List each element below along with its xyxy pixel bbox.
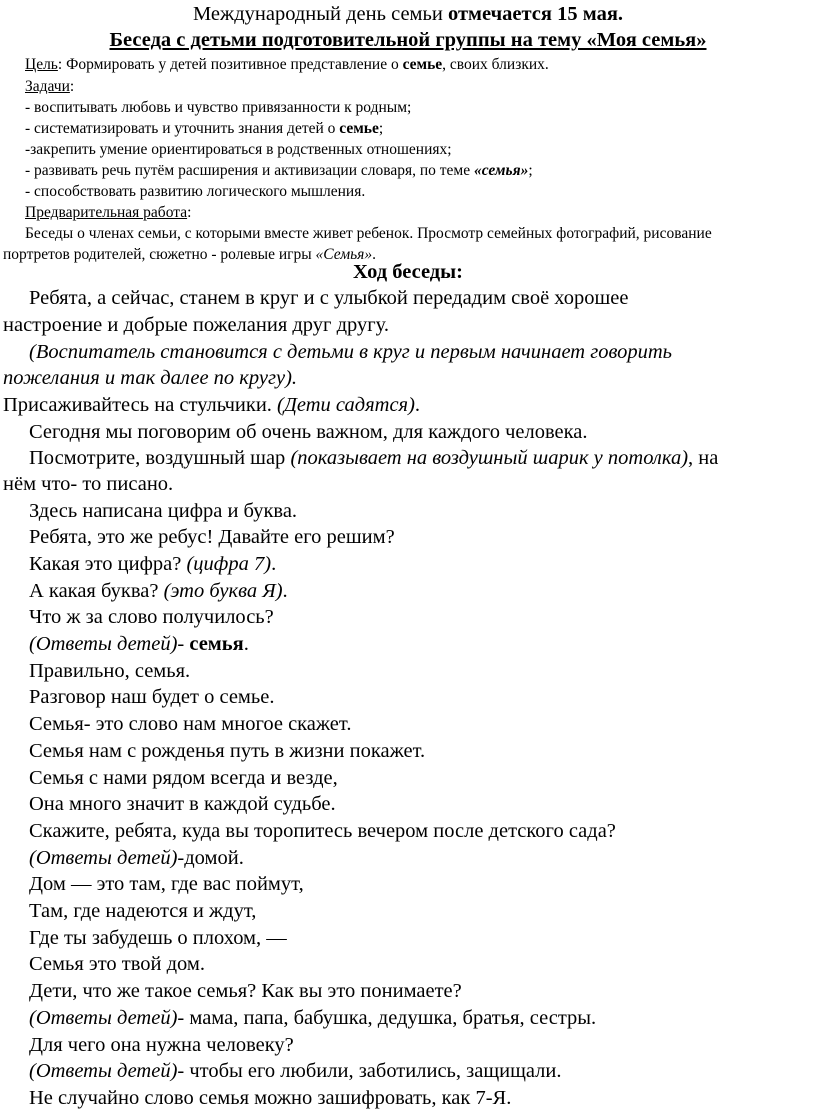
prelim-label: Предварительная работа	[25, 204, 188, 221]
page-title	[0, 28, 816, 52]
page-title-text: Беседа с детьми подготовительной группы на тему «Моя семья»	[109, 29, 707, 51]
body-p18: Скажите, ребята, куда вы торопитесь вечером после детского сада?	[29, 820, 616, 842]
body-p27-text: - чтобы его любили, заботились, защищали.	[177, 1060, 562, 1082]
body-p2-l2	[3, 366, 297, 390]
task-4-text: - развивать речь путём расширения и активизации словаря, по теме	[25, 162, 474, 179]
body-p26: Для чего она нужна человеку?	[29, 1034, 294, 1056]
section-title	[0, 260, 816, 284]
body-p16: Семья с нами рядом всегда и везде,	[29, 767, 338, 789]
body-p3-italic: (Дети садятся)	[277, 394, 415, 416]
body-p14: Семья- это слово нам многое скажет.	[29, 713, 352, 735]
body-p21: Там, где надеются и ждут,	[29, 900, 257, 922]
body-p8	[29, 552, 276, 576]
task-item-3: -закрепить умение ориентироваться в родственных отношениях;	[25, 141, 452, 158]
body-p5-l2: нём что- то писано.	[3, 473, 174, 495]
task-item-1: - воспитывать любовь и чувство привязанности к родным;	[25, 99, 412, 116]
body-p28: Не случайно слово семья можно зашифровать, как 7-Я.	[29, 1087, 512, 1109]
body-p7: Ребята, это же ребус! Давайте его решим?	[29, 526, 395, 548]
body-p11	[29, 632, 249, 656]
prelim-line-2-text: портретов родителей, сюжетно - ролевые игры	[3, 246, 316, 263]
body-p1-l2: настроение и добрые пожелания друг другу.	[3, 314, 389, 336]
goal-text-end: , своих близких.	[442, 56, 549, 73]
goal-bold: семье	[402, 56, 443, 73]
body-p22: Где ты забудешь о плохом, —	[29, 927, 287, 949]
body-p17: Она много значит в каждой судьбе.	[29, 793, 336, 815]
body-p13: Разговор наш будет о семье.	[29, 686, 275, 708]
body-p9-end: .	[282, 580, 288, 602]
body-p5-text: Посмотрите, воздушный шар	[29, 447, 291, 469]
task-2-bold: семье	[339, 120, 379, 137]
body-p11-italic: (Ответы детей)	[29, 633, 178, 655]
prelim-line-2-italic: «Семья»	[315, 246, 373, 263]
body-p10: Что ж за слово получилось?	[29, 606, 274, 628]
body-p11-bold: семья	[189, 633, 244, 655]
body-p15: Семья нам с рожденья путь в жизни покажет.	[29, 740, 426, 762]
body-p5-l1	[29, 446, 718, 470]
tasks-heading	[25, 78, 74, 96]
body-p23: Семья это твой дом.	[29, 953, 205, 975]
section-title-text: Ход беседы:	[352, 261, 464, 283]
body-p2-l2-italic: пожелания и так далее по кругу).	[3, 367, 298, 389]
body-p2-l1-italic: (Воспитатель становится с детьми в круг и первым начинает говорить	[29, 341, 672, 363]
task-4-bold-italic: «семья»	[474, 162, 529, 179]
tasks-colon: :	[69, 78, 75, 95]
body-p9	[29, 579, 288, 603]
goal-line	[25, 56, 549, 74]
body-p3-end: .	[414, 394, 421, 416]
body-p11-dash: -	[177, 633, 190, 655]
body-p2-l1	[29, 340, 672, 364]
body-p8-italic: (цифра 7)	[186, 553, 272, 575]
body-p20: Дом — это там, где вас поймут,	[29, 873, 304, 895]
body-p25	[29, 1006, 596, 1030]
body-p11-end: .	[243, 633, 249, 655]
body-p4: Сегодня мы поговорим об очень важном, для каждого человека.	[29, 421, 588, 443]
body-p5-italic: (показывает на воздушный шарик у потолка)	[290, 447, 689, 469]
body-p19	[29, 846, 244, 870]
date-line-text: Международный день семьи	[192, 3, 448, 25]
body-p19-text: -домой.	[177, 847, 244, 869]
body-p12: Правильно, семья.	[29, 660, 191, 682]
task-item-2	[25, 120, 383, 138]
body-p8-end: .	[271, 553, 277, 575]
date-line-bold: отмечается 15 мая.	[447, 3, 624, 25]
body-p27	[29, 1059, 561, 1083]
task-4-end: ;	[528, 162, 533, 179]
body-p25-text: - мама, папа, бабушка, дедушка, братья, сестры.	[177, 1007, 597, 1029]
body-p25-italic: (Ответы детей)	[29, 1007, 178, 1029]
task-2-text: - систематизировать и уточнить знания детей о	[25, 120, 340, 137]
prelim-line-2-end: .	[372, 246, 376, 263]
body-p24: Дети, что же такое семья? Как вы это понимаете?	[29, 980, 462, 1002]
body-p5-end: , на	[688, 447, 719, 469]
body-p27-italic: (Ответы детей)	[29, 1060, 178, 1082]
tasks-label: Задачи	[25, 78, 70, 95]
prelim-line-1: Беседы о членах семьи, с которыми вместе живет ребенок. Просмотр семейных фотографий, рисование	[25, 225, 712, 242]
task-item-5: - способствовать развитию логического мышления.	[25, 183, 366, 200]
goal-label: Цель	[25, 56, 58, 73]
body-p3-text: Присаживайтесь на стульчики.	[3, 394, 278, 416]
body-p8-text: Какая это цифра?	[29, 553, 187, 575]
prelim-heading	[25, 204, 191, 222]
body-p9-italic: (это буква Я)	[163, 580, 283, 602]
body-p3	[3, 393, 420, 417]
task-item-4	[25, 162, 533, 180]
body-p9-text: А какая буква?	[29, 580, 164, 602]
task-2-end: ;	[378, 120, 384, 137]
prelim-colon: :	[187, 204, 192, 221]
body-p1-l1: Ребята, а сейчас, станем в круг и с улыбкой передадим своё хорошее	[29, 287, 629, 309]
date-line	[0, 2, 816, 26]
goal-text: : Формировать у детей позитивное представление о	[57, 56, 403, 73]
body-p19-italic: (Ответы детей)	[29, 847, 178, 869]
body-p6: Здесь написана цифра и буква.	[29, 500, 298, 522]
